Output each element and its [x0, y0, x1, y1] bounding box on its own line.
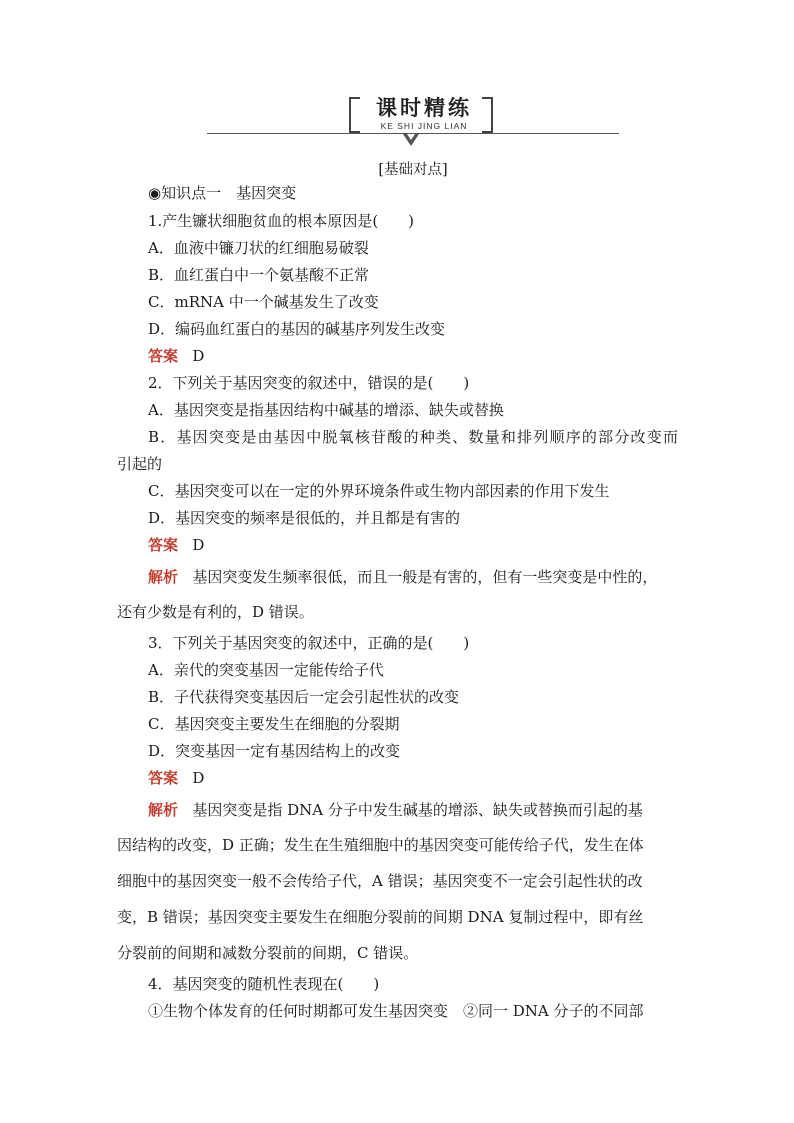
answer-value: D [192, 769, 205, 787]
target-bullet-icon: ◉ [148, 184, 162, 202]
question-2-option-b-cont: 引起的 [117, 455, 163, 473]
answer-value: D [192, 536, 205, 554]
section-label: [基础对点] [378, 162, 448, 178]
question-2-option-c: C．基因突变可以在一定的外界环境条件或生物内部因素的作用下发生 [148, 482, 610, 500]
question-2-option-b: B．基因突变是由基因中脱氧核苷酸的种类、数量和排列顺序的部分改变而 [148, 428, 678, 446]
question-1-option-a: A．血液中镰刀状的红细胞易破裂 [148, 239, 369, 257]
question-1-option-c: C．mRNA 中一个碱基发生了改变 [148, 293, 379, 311]
question-3-stem: 3．下列关于基因突变的叙述中，正确的是( ) [148, 634, 470, 652]
header-subtitle: KE SHI JING LIAN [380, 121, 468, 131]
question-3-option-c: C．基因突变主要发生在细胞的分裂期 [148, 715, 400, 733]
knowledge-point-heading [148, 183, 296, 203]
analysis-text: 基因突变是指 DNA 分子中发生碱基的增添、缺失或替换而引起的基 [192, 801, 643, 819]
answer-label: 答案 [148, 536, 179, 554]
question-3-analysis-line-5: 分裂前的间期和减数分裂前的间期，C 错误。 [117, 944, 419, 962]
question-1-option-d: D．编码血红蛋白的基因的碱基序列发生改变 [148, 320, 446, 338]
question-3-option-d: D．突变基因一定有基因结构上的改变 [148, 742, 401, 760]
question-2-stem: 2．下列关于基因突变的叙述中，错误的是( ) [148, 374, 470, 392]
question-1-answer [148, 346, 204, 366]
question-2-answer [148, 535, 204, 555]
answer-value: D [192, 347, 205, 365]
header-title: 课时精练 [376, 96, 472, 120]
question-1-stem: 1.产生镰状细胞贫血的根本原因是( ) [148, 212, 415, 230]
answer-label: 答案 [148, 347, 179, 365]
question-3-answer [148, 768, 204, 788]
question-3-analysis-line-2: 因结构的改变，D 正确；发生在生殖细胞中的基因突变可能传给子代，发生在体 [117, 836, 644, 854]
question-2-option-d: D．基因突变的频率是很低的，并且都是有害的 [148, 509, 461, 527]
question-3-analysis-line-4: 变，B 错误；基因突变主要发生在细胞分裂前的间期 DNA 复制过程中，即有丝 [117, 908, 644, 926]
lesson-header [0, 0, 794, 180]
question-4-line-1: ①生物个体发育的任何时期都可发生基因突变 ②同一 DNA 分子的不同部 [148, 1002, 644, 1020]
analysis-label: 解析 [148, 568, 179, 586]
question-1-option-b: B．血红蛋白中一个氨基酸不正常 [148, 266, 370, 284]
analysis-label: 解析 [148, 801, 179, 819]
knowledge-point-label: 知识点一 基因突变 [161, 184, 297, 202]
question-3-option-a: A．亲代的突变基因一定能传给子代 [148, 661, 384, 679]
question-3-option-b: B．子代获得突变基因后一定会引起性状的改变 [148, 688, 460, 706]
question-3-analysis-line-1 [148, 800, 643, 820]
analysis-text: 基因突变发生频率很低，而且一般是有害的，但有一些突变是中性的， [192, 568, 658, 586]
answer-label: 答案 [148, 769, 179, 787]
question-2-analysis-line-2: 还有少数是有利的，D 错误。 [117, 603, 314, 621]
triangle-inner-decoration [407, 134, 415, 140]
question-2-analysis-line-1 [148, 567, 678, 587]
question-2-option-a: A．基因突变是指基因结构中碱基的增添、缺失或替换 [148, 401, 504, 419]
question-3-analysis-line-3: 细胞中的基因突变一般不会传给子代，A 错误；基因突变不一定会引起性状的改 [117, 872, 643, 890]
question-4-stem: 4．基因突变的随机性表现在( ) [148, 975, 380, 993]
